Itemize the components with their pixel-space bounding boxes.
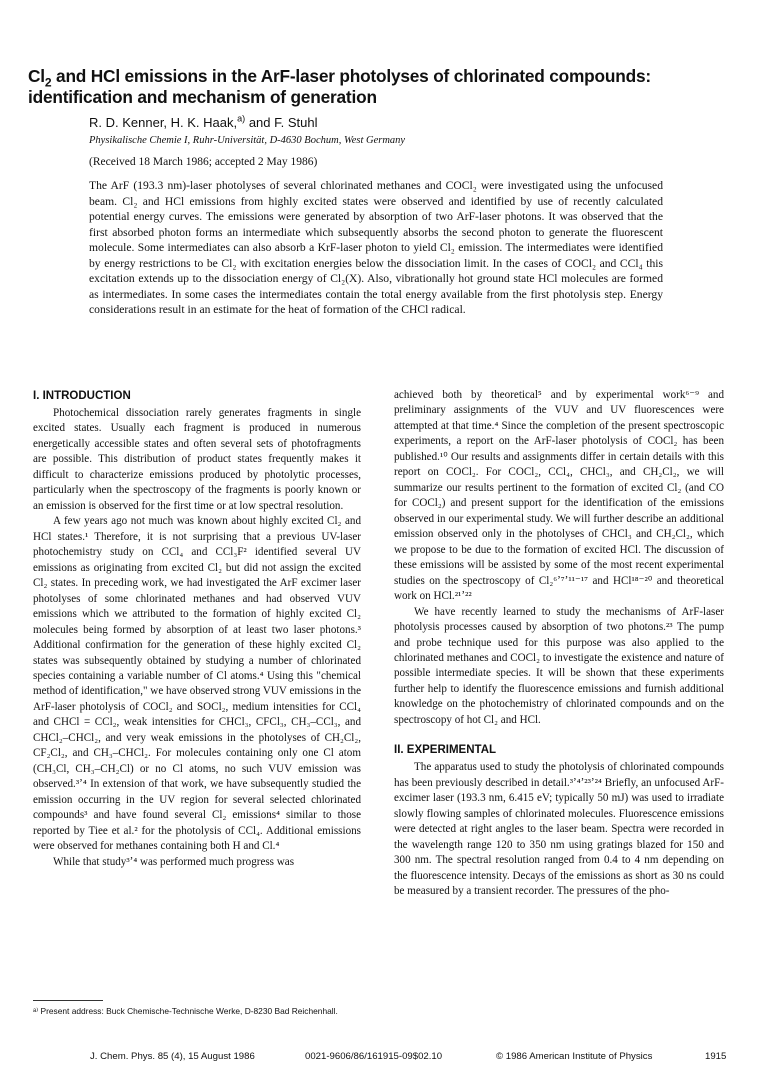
- section-heading-introduction: I. INTRODUCTION: [33, 390, 131, 402]
- article-title: $Cl_2$ and HCl emissions in the ArF-laser photolyses of chlorinated compounds: identification and mechanism of generation: [28, 66, 651, 107]
- section-gap: [394, 728, 724, 742]
- intro-paragraph-4: We have recently learned to study the mechanisms of ArF-laser photolysis processes caused by absorption of two photons.²³ The pump and probe technique used for this purpose was also applied to the chlorinated methanes and COCl₂ to investigate the existence and nature of possible intermediate species. It will be shown that these experiments further help to identify the fluorescence emissions and furnish additional knowledge on the photochemistry of chlorinated compounds and on the spectroscopy of hot Cl₂ and HCl.: [394, 605, 724, 726]
- author-footnote-mark: a): [237, 113, 246, 124]
- intro-paragraph-3: While that study³ʼ⁴ was performed much progress was: [53, 855, 295, 868]
- footer-code: 0021-9606/86/161915-09$02.10: [305, 1051, 443, 1062]
- intro-paragraph-3-continued: achieved both by theoretical⁵ and by experimental work⁶⁻⁹ and preliminary assignments of the VUV and UV fluorescences were attempted at that time.⁴ Since the completion of the present spectroscopic experiments, a report on the ArF-laser photolysis of COCl₂ has been published.¹⁰ Our results and assignments differ in certain details with this report on COCl₂. For COCl₂, CCl₄, CHCl₃, and CH₂Cl₂, we will summarize our results pertinent to the formation of excited Cl₂ (and CO for COCl₂) and present support for the identification of the emissions observed in our experimental study. We will further describe an additional emission observed only in the photolyses of CHCl₃ and CH₂Cl₂, which we propose to be due to the formation of excited HCl. The discussion of these emissions will be assisted by some of the most recent experimental studies on the spectroscopy of Cl₂⁶ʼ⁷ʼ¹¹⁻¹⁷ and HCl¹⁸⁻²⁰ and theoretical work on HCl.²¹ʼ²²: [394, 389, 724, 603]
- page-footer: [0, 1050, 768, 1064]
- intro-paragraph-1: Photochemical dissociation rarely generates fragments in single excited states. Usually each fragment is produced in numerous energetically accessible states and often several sets of photofragments are possible. This distribution of product states frequently makes it difficult to characterize emissions produced by photolytic processes, particularly when the spectroscopy of the fragments is poorly known or an emission is observed for the first time or at low spectral resolution.: [33, 407, 361, 512]
- footer-page-number: 1915: [705, 1051, 727, 1062]
- section-heading-experimental: II. EXPERIMENTAL: [394, 744, 497, 757]
- experimental-paragraph-1: The apparatus used to study the photolysis of chlorinated compounds has been previously described in detail.³ʼ⁴ʼ²³ʼ²⁴ Briefly, an unfocused ArF-excimer laser (193.3 nm, 6.415 eV; typically 50 mJ) was used to irradiate slowly flowing samples of chlorinated molecules. Fluorescence emissions were detected at right angles to the laser beam. Spectra were recorded in the wavelength range 120 to 350 nm using gratings blazed for 150 and 300 nm. The spectral resolution ranged from 0.4 to 4 nm depending on the fluorescence intensity. Decays of the emissions as short as 30 ns could be measured by a transient recorder. The pressures of the pho-: [394, 761, 724, 898]
- abstract: The ArF (193.3 nm)-laser photolyses of several chlorinated methanes and COCl₂ were investigated using the unfocused beam. Cl₂ and HCl emissions from highly excited states were observed and identified by use of recently calculated potential energy curves. The emissions were generated by absorption of two ArF-laser photons. It was observed that the first absorbed photon forms an intermediate which subsequently absorbs the second photon to generate the fluorescent molecule. Some intermediates can also absorb a KrF-laser photon to yield Cl₂ emission. The intermediates were identified by energy restrictions to be Cl₂ with excitation energies below the dissociation limit. In the cases of COCl₂ and CCl₄ this excitation extends up to the dissociation energy of Cl₂(X). Also, vibrationally hot ground state HCl molecules are formed as intermediates. In some cases the intermediates contain the total energy available from the first photolysis step. Energy considerations result in an estimate for the heat of formation of the CHCl radical.: [89, 179, 663, 317]
- footnote-rule: [33, 1000, 103, 1001]
- footer-copyright: © 1986 American Institute of Physics: [496, 1051, 653, 1062]
- intro-paragraph-2: A few years ago not much was known about highly excited Cl₂ and HCl states.¹ Therefore, it is not surprising that a previous UV-laser photochemistry study on CCl₄ and CCl₃F² identified several UV emissions as originating from excited Cl₂ but did not assign the excited Cl₂ states. In preceding work, we had investigated the ArF excimer laser photolyses of some chlorinated methanes and had observed VUV emissions which we attributed to the formation of highly excited Cl₂ molecules being formed by absorption of at least two laser photons.³ Additional confirmation for the generation of these highly excited Cl₂ states was subsequently obtained by studying a number of chlorinated species containing a variable number of Cl atoms.⁴ Using this "chemical method of identification," we have observed strong VUV emissions in the ArF-laser photolysis of COCl₂ and SOCl₂, medium intensities for CCl₄ and CHCl = CCl₂, weak intensities for CHCl₃, CFCl₃, CH₃–CCl₃, and CHCl₂–CHCl₂, and very weak emissions in the photolyses of CH₂Cl₂, CF₂Cl₂, and CH₃–CHCl₂. For molecules containing only one Cl atom (CH₃Cl, CH₃–CH₂Cl) or no Cl atoms, no such VUV emission was observed.³ʼ⁴ In extension of that work, we have subsequently studied the emission occurring in the UV region for several selected chlorinated compounds³ and have found several Cl₂ emissions⁴ similar to those reported by Tiee et al.² for the photolysis of CCl₄. Additional emissions were observed for methanes containing both H and Cl.⁴: [33, 515, 361, 853]
- left-column: [33, 388, 361, 870]
- right-column: [394, 388, 724, 900]
- footnote: ᵃ⁾ Present address: Buck Chemische-Technische Werke, D-8230 Bad Reichenhall.: [33, 1006, 338, 1016]
- received-dates: (Received 18 March 1986; accepted 2 May 1986): [89, 156, 318, 168]
- footer-journal: J. Chem. Phys. 85 (4), 15 August 1986: [90, 1051, 255, 1062]
- affiliation: Physikalische Chemie I, Ruhr-Universität, D-4630 Bochum, West Germany: [89, 135, 406, 146]
- author-list: R. D. Kenner, H. K. Haak,$^{a)}$ and F. Stuhl: [89, 113, 318, 130]
